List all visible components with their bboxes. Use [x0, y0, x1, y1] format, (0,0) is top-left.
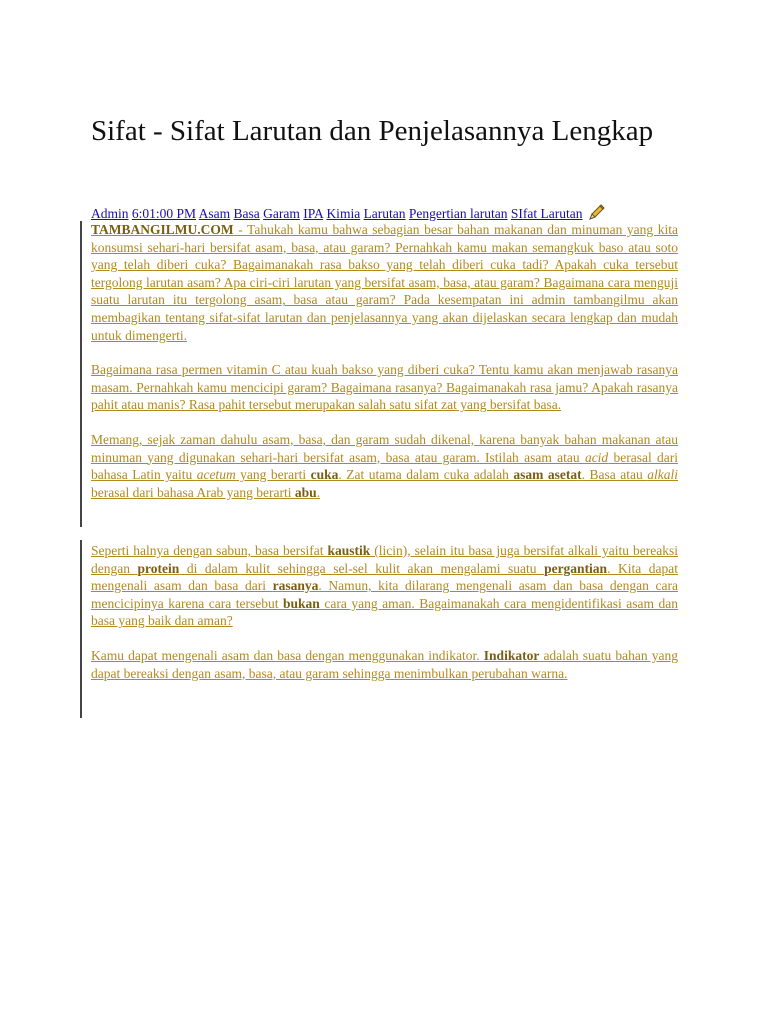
label-link-asam[interactable]: Asam	[198, 206, 231, 221]
left-bar-bottom	[80, 540, 82, 718]
paragraph-indikator: Kamu dapat mengenali asam dan basa dengan menggunakan indikator. Indikator adalah suatu bahan yang dapat bereaksi dengan asam, basa, atau garam sehingga menimbulkan perubahan warna.	[91, 647, 678, 681]
time-link[interactable]: 6:01:00 PM	[131, 206, 197, 221]
label-link-pengertian-larutan[interactable]: Pengertian larutan	[408, 206, 508, 221]
label-link-garam[interactable]: Garam	[263, 206, 300, 221]
label-link-larutan[interactable]: Larutan	[363, 206, 406, 221]
label-link-ipa[interactable]: IPA	[303, 206, 324, 221]
paragraph-rasa: Bagaimana rasa permen vitamin C atau kuah bakso yang diberi cuka? Tentu kamu akan menjawab rasanya masam. Pernahkah kamu mencicipi garam? Bagaimana rasanya? Bagaimanakah rasa jamu? Apakah rasanya pahit atau manis? Rasa pahit tersebut merupakan salah satu sifat zat yang bersifat basa.	[91, 362, 678, 413]
paragraph-intro: TAMBANGILMU.COM - Tahukah kamu bahwa sebagian besar bahan makanan dan minuman yang kita konsumsi sehari-hari bersifat asam, basa, atau garam? Pernahkah kamu makan semangkuk baso atau soto yang telah diberi cuka? Bagaimanakah rasa bakso yang telah diberi cuka tadi? Apakah cuka tersebut tergolong larutan asam? Apa ciri-ciri larutan yang bersifat asam, basa, atau garam? Bagaimana cara menguji suatu larutan itu tergolong asam, basa atau garam? Pada kesempatan ini admin tambangilmu akan membagikan tentang sifat-sifat larutan dan penjelasannya yang akan dijelaskan secara lengkap dan mudah untuk dimengerti.	[91, 222, 678, 343]
label-link-basa[interactable]: Basa	[233, 206, 260, 221]
label-link-sifat-larutan[interactable]: SIfat Larutan	[510, 206, 583, 221]
page-title: Sifat - Sifat Larutan dan Penjelasannya Lengkap	[91, 115, 654, 147]
article-body-part-1	[91, 221, 678, 518]
paragraph-sejarah: Memang, sejak zaman dahulu asam, basa, dan garam sudah dikenal, karena banyak bahan makanan atau minuman yang digunakan sehari-hari bersifat asam, basa atau garam. Istilah asam atau acid berasal dari bahasa Latin yaitu acetum yang berarti cuka. Zat utama dalam cuka adalah asam asetat. Basa atau alkali berasal dari bahasa Arab yang berarti abu.	[91, 431, 679, 500]
article-body-part-2	[91, 542, 678, 699]
left-bar-top	[80, 221, 82, 527]
paragraph-sifat-basa: Seperti halnya dengan sabun, basa bersifat kaustik (licin), selain itu basa juga bersifat alkali yaitu bereaksi dengan protein di dalam kulit sehingga sel-sel kulit akan mengalami suatu pergantian. Kita dapat mengenali asam dan basa dari rasanya. Namun, kita dilarang mengenali asam dan basa dengan cara mencicipinya karena cara tersebut bukan cara yang aman. Bagaimanakah cara mengidentifikasi asam dan basa yang baik dan aman?	[91, 543, 678, 629]
label-link-kimia[interactable]: Kimia	[326, 206, 361, 221]
site-name: TAMBANGILMU.COM	[91, 222, 234, 237]
author-link[interactable]: Admin	[91, 206, 129, 221]
